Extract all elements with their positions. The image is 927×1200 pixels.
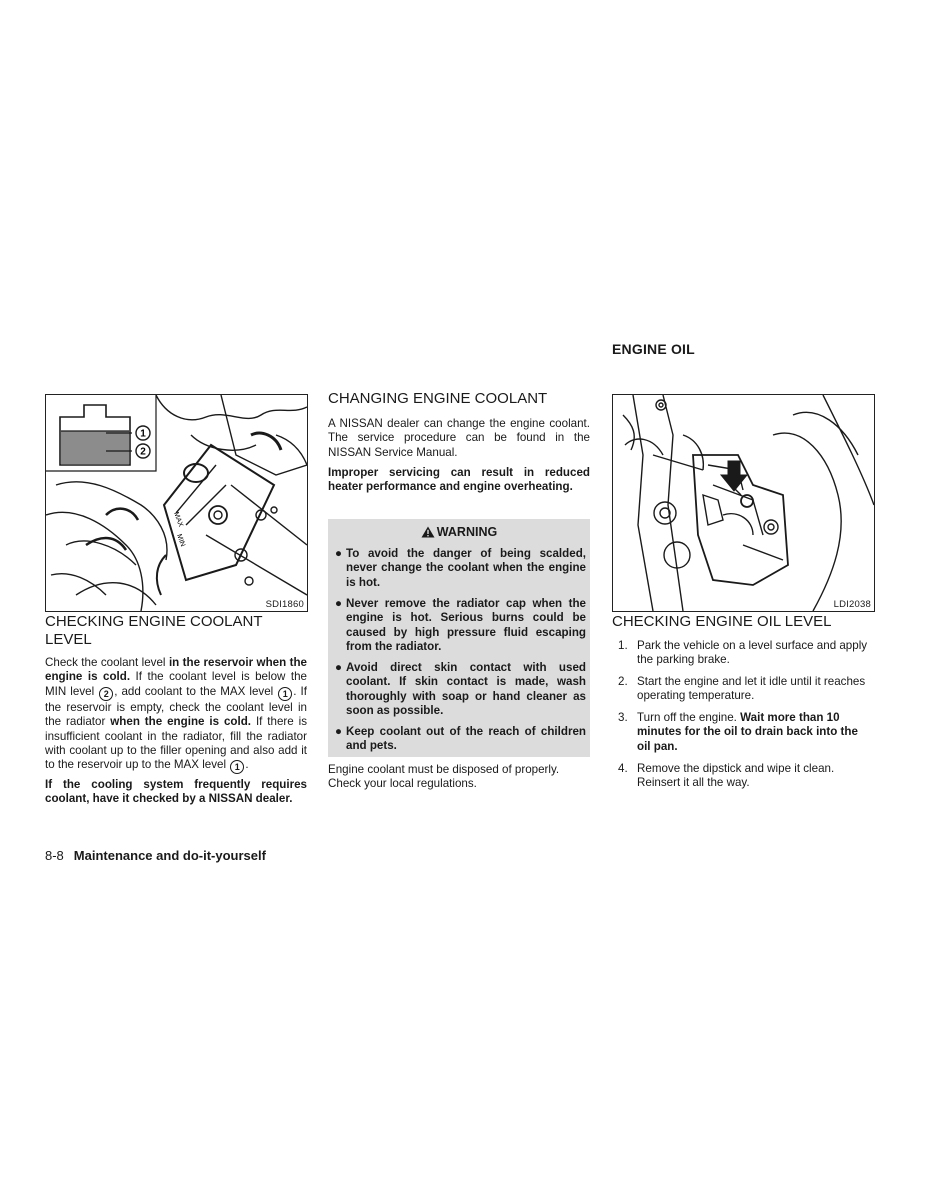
- bullet-icon: ●: [335, 547, 343, 560]
- bullet-icon: ●: [335, 661, 343, 674]
- improper-servicing-note: Improper servicing can result in reduced heater performance and engine overheating.: [328, 466, 590, 494]
- step-item: 3. Turn off the engine. Wait more than 10 minutes for the oil to drain back into the oil pan.: [618, 711, 858, 753]
- engine-oil-figure: [612, 394, 875, 612]
- callout-2-label: 2: [140, 446, 146, 458]
- max-mark-text: MAX: [172, 511, 184, 528]
- oil-level-heading: CHECKING ENGINE OIL LEVEL: [612, 613, 832, 630]
- bullet-icon: ●: [335, 725, 343, 738]
- changing-coolant-paragraph: A NISSAN dealer can change the engine coolant. The service procedure can be found in the NISSAN Service Manual.: [328, 417, 590, 459]
- step-item: 1. Park the vehicle on a level surface and apply the parking brake.: [618, 639, 868, 667]
- changing-coolant-heading: CHANGING ENGINE COOLANT: [328, 390, 548, 407]
- coolant-dealer-note: If the cooling system frequently requires coolant, have it checked by a NISSAN dealer.: [45, 778, 307, 806]
- bullet-icon: ●: [335, 597, 343, 610]
- warning-header: [328, 519, 590, 539]
- coolant-level-heading: CHECKING ENGINE COOLANT LEVEL: [45, 613, 263, 648]
- step-item: 2. Start the engine and let it idle until it reaches operating temperature.: [618, 675, 866, 703]
- warning-icon: [421, 526, 435, 538]
- warning-list: [333, 547, 586, 757]
- footer-section-title: Maintenance and do-it-yourself: [73, 848, 266, 863]
- page-number: 8-8: [45, 848, 64, 863]
- step-item: 4. Remove the dipstick and wipe it clean. Reinsert it all the way.: [618, 762, 835, 790]
- warning-item: ● Keep coolant out of the reach of children and pets.: [335, 725, 586, 753]
- min-mark-text: MIN: [175, 533, 187, 548]
- warning-title: WARNING: [436, 525, 498, 539]
- engine-oil-illustration: [613, 395, 874, 611]
- callout-1-marker: 1: [230, 760, 244, 774]
- warning-item: ● Avoid direct skin contact with used coolant. If skin contact is made, wash thoroughly with soap or hand cleaner as soon as possible.: [335, 661, 586, 718]
- warning-item: ● To avoid the danger of being scalded, never change the coolant when the engine is hot.: [335, 547, 586, 589]
- coolant-reservoir-illustration: [46, 395, 307, 611]
- coolant-reservoir-figure: [45, 394, 308, 612]
- page-footer: [45, 848, 266, 863]
- figure-code: SDI1860: [265, 599, 304, 610]
- disposal-paragraph: Engine coolant must be disposed of properly. Check your local regulations.: [328, 763, 560, 791]
- figure-code: LDI2038: [833, 599, 871, 610]
- callout-2-marker: 2: [99, 687, 113, 701]
- warning-box: [328, 519, 590, 757]
- oil-check-steps: [612, 639, 874, 799]
- coolant-level-paragraph: Check the coolant level in the reservoir when the engine is cold. If the coolant level is below the MIN level 2 , add coolant to the MAX level 1 . If the reservoir is empty, check the coolant level in the radiator when the engine is cold. If there is insufficient coolant in the radiator, fill the radiator with coolant up to the filler opening and also add it to the reservoir up to the MAX level 1 .: [45, 656, 308, 773]
- callout-1-marker: 1: [278, 687, 292, 701]
- section-title: ENGINE OIL: [612, 341, 695, 357]
- warning-item: ● Never remove the radiator cap when the engine is hot. Serious burns could be caused by high pressure fluid escaping from the radiator.: [335, 597, 586, 654]
- callout-1-label: 1: [140, 428, 146, 440]
